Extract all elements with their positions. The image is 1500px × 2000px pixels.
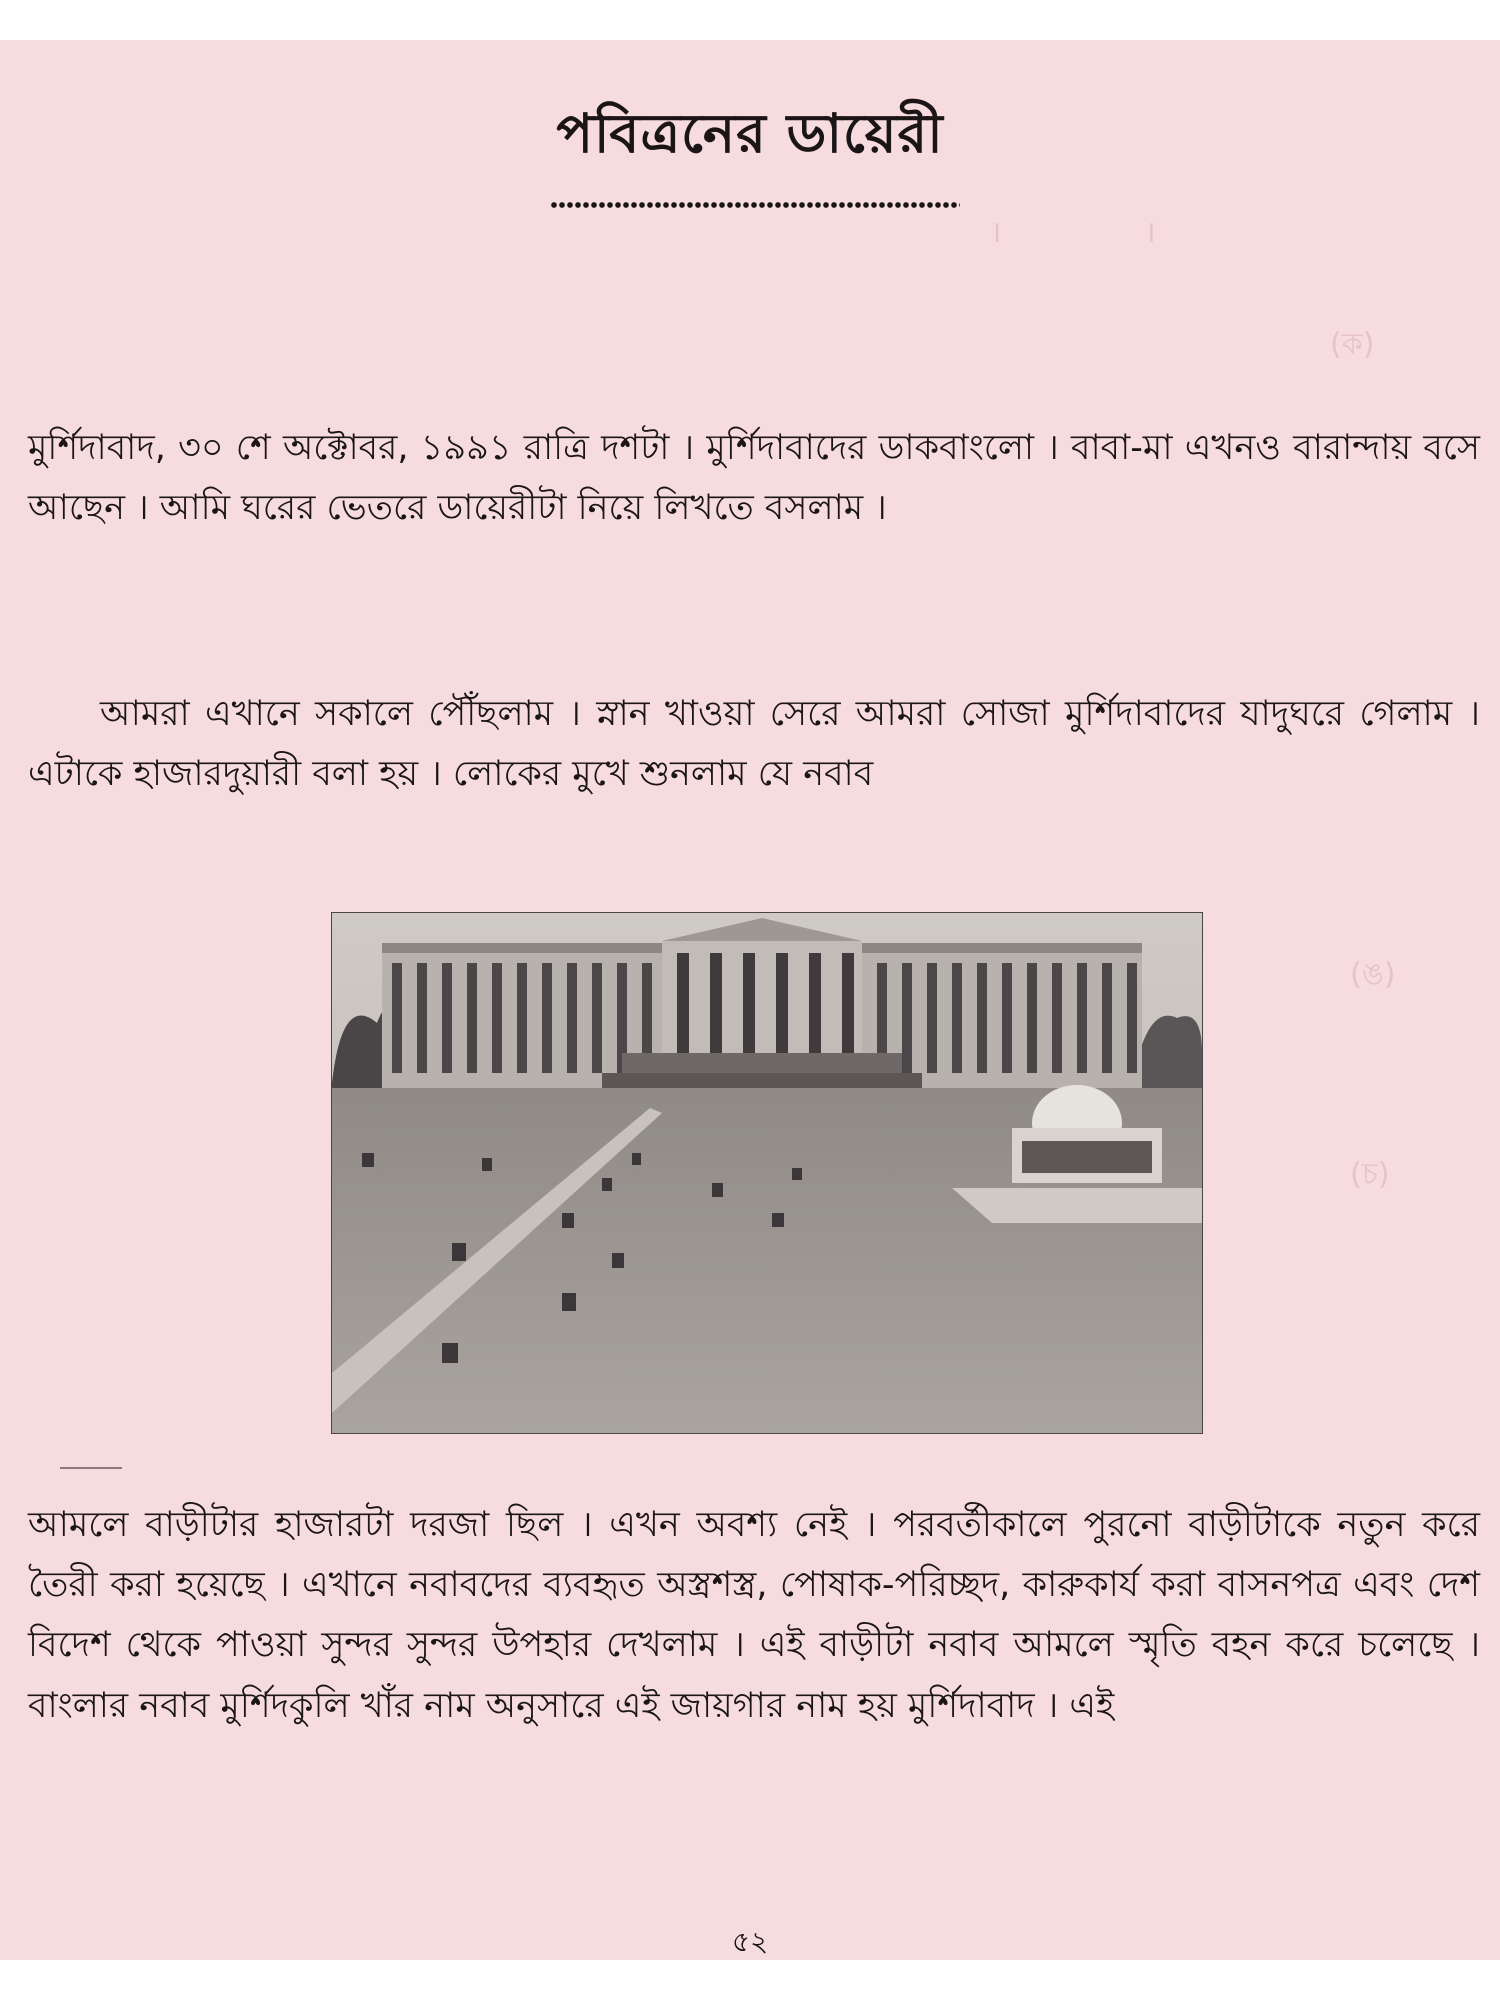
bleed-through-text: (ঙ) xyxy=(1350,957,1396,992)
book-page xyxy=(0,40,1500,1960)
palace-photograph xyxy=(332,913,1202,1433)
bleed-through-text: (চ) xyxy=(1350,1157,1390,1192)
diary-paragraph-3: আমলে বাড়ীটার হাজারটা দরজা ছিল । এখন অবশ্য নেই । পরবর্তীকালে পুরনো বাড়ীটাকে নতুন করে তৈরী করা হয়েছে । এখানে নবাবদের ব্যবহৃত অস্ত্রশস্ত্র, পোষাক-পরিচ্ছদ, কারুকার্য করা বাসনপত্র এবং দেশ বিদেশ থেকে পাওয়া সুন্দর সুন্দর উপহার দেখলাম । এই বাড়ীটা নবাব আমলে স্মৃতি বহন করে চলেছে । বাংলার নবাব মুর্শিদকুলি খাঁর নাম অনুসারে এই জায়গার নাম হয় মুর্শিদাবাদ । এই xyxy=(28,1505,1480,1726)
bleed-through-text: । । xyxy=(990,215,1156,250)
bleed-through-text: (ক) xyxy=(1330,327,1375,362)
margin-mark xyxy=(60,1467,122,1469)
title-underline xyxy=(550,200,960,210)
page-title: পবিত্রনের ডায়েরী xyxy=(556,102,944,165)
diary-paragraph-2: আমরা এখানে সকালে পৌঁছলাম । স্নান খাওয়া সেরে আমরা সোজা মুর্শিদাবাদের যাদুঘরে গেলাম । এটাকে হাজারদুয়ারী বলা হয় । লোকের মুখে শুনলাম যে নবাব xyxy=(28,694,1480,795)
diary-paragraph-1: মুর্শিদাবাদ, ৩০ শে অক্টোবর, ১৯৯১ রাত্রি দশটা । মুর্শিদাবাদের ডাকবাংলো । বাবা-মা এখনও বারান্দায় বসে আছেন । আমি ঘরের ভেতরে ডায়েরীটা নিয়ে লিখতে বসলাম । xyxy=(28,428,1480,529)
page-number: ৫২ xyxy=(731,1925,769,1958)
